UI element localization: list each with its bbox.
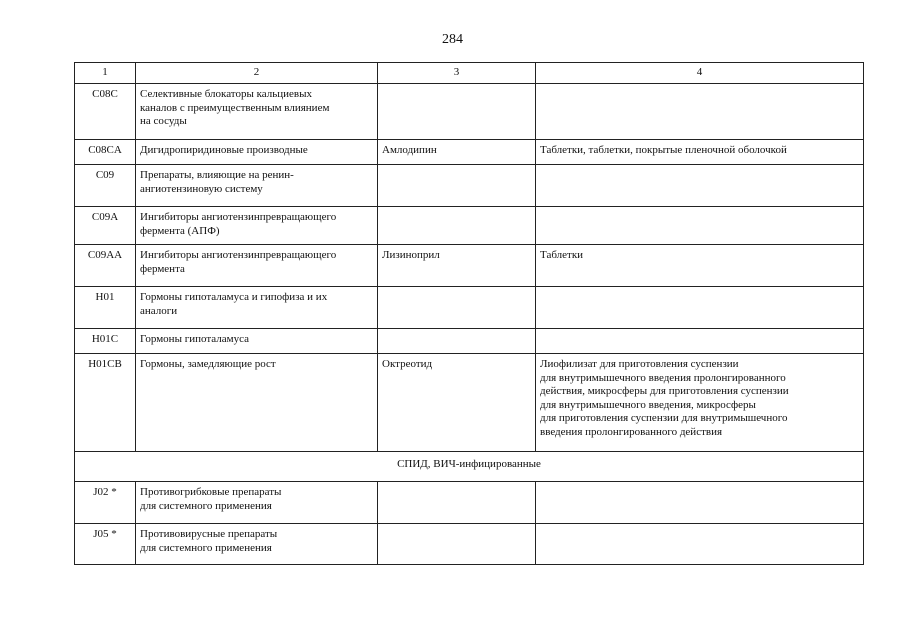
group-name: Препараты, влияющие на ренин- ангиотензиновую систему <box>136 165 378 207</box>
dosage-form: Таблетки, таблетки, покрытые пленочной оболочкой <box>536 140 864 165</box>
atc-code: H01CB <box>75 354 136 452</box>
column-header: 4 <box>536 63 864 84</box>
drug-name <box>378 524 536 565</box>
atc-code: C09 <box>75 165 136 207</box>
atc-code: J02 * <box>75 482 136 524</box>
atc-code: J05 * <box>75 524 136 565</box>
drug-name <box>378 84 536 140</box>
drug-name <box>378 287 536 329</box>
dosage-form <box>536 84 864 140</box>
column-header: 1 <box>75 63 136 84</box>
drug-name: Лизиноприл <box>378 245 536 287</box>
group-name: Гормоны гипоталамуса и гипофиза и их аналоги <box>136 287 378 329</box>
atc-code: H01 <box>75 287 136 329</box>
table-row <box>75 165 864 207</box>
drug-name <box>378 482 536 524</box>
table-row <box>75 524 864 565</box>
page-number: 284 <box>442 32 463 47</box>
dosage-form: Таблетки <box>536 245 864 287</box>
dosage-form <box>536 165 864 207</box>
drug-name <box>378 165 536 207</box>
group-name: Гормоны гипоталамуса <box>136 329 378 354</box>
group-name: Дигидропиридиновые производные <box>136 140 378 165</box>
dosage-form <box>536 524 864 565</box>
drug-name <box>378 207 536 245</box>
table-row <box>75 245 864 287</box>
section-title: СПИД, ВИЧ-инфицированные <box>75 452 864 482</box>
group-name: Ингибиторы ангиотензинпревращающего фермента <box>136 245 378 287</box>
group-name: Селективные блокаторы кальциевых каналов с преимущественным влиянием на сосуды <box>136 84 378 140</box>
table-row <box>75 482 864 524</box>
table-row <box>75 207 864 245</box>
column-header: 2 <box>136 63 378 84</box>
table-row <box>75 140 864 165</box>
atc-code: C08CA <box>75 140 136 165</box>
section-row <box>75 452 864 482</box>
table-row <box>75 354 864 452</box>
atc-code: C08C <box>75 84 136 140</box>
dosage-form <box>536 482 864 524</box>
drug-name: Октреотид <box>378 354 536 452</box>
dosage-form <box>536 329 864 354</box>
table-row <box>75 84 864 140</box>
group-name: Гормоны, замедляющие рост <box>136 354 378 452</box>
column-header: 3 <box>378 63 536 84</box>
table-header-row <box>75 63 864 84</box>
atc-code: C09AA <box>75 245 136 287</box>
dosage-form: Лиофилизат для приготовления суспензии для внутримышечного введения пролонгированного действия, микросферы для приготовления суспензии для внутримышечного введения, микросферы для приготовления суспензии для внутримышечного введения пролонгированного действия <box>536 354 864 452</box>
atc-code: H01C <box>75 329 136 354</box>
group-name: Противовирусные препараты для системного применения <box>136 524 378 565</box>
dosage-form <box>536 287 864 329</box>
table-row <box>75 287 864 329</box>
table-row <box>75 329 864 354</box>
drug-table <box>74 62 864 565</box>
group-name: Ингибиторы ангиотензинпревращающего фермента (АПФ) <box>136 207 378 245</box>
atc-code: C09A <box>75 207 136 245</box>
group-name: Противогрибковые препараты для системного применения <box>136 482 378 524</box>
dosage-form <box>536 207 864 245</box>
drug-name <box>378 329 536 354</box>
drug-name: Амлодипин <box>378 140 536 165</box>
